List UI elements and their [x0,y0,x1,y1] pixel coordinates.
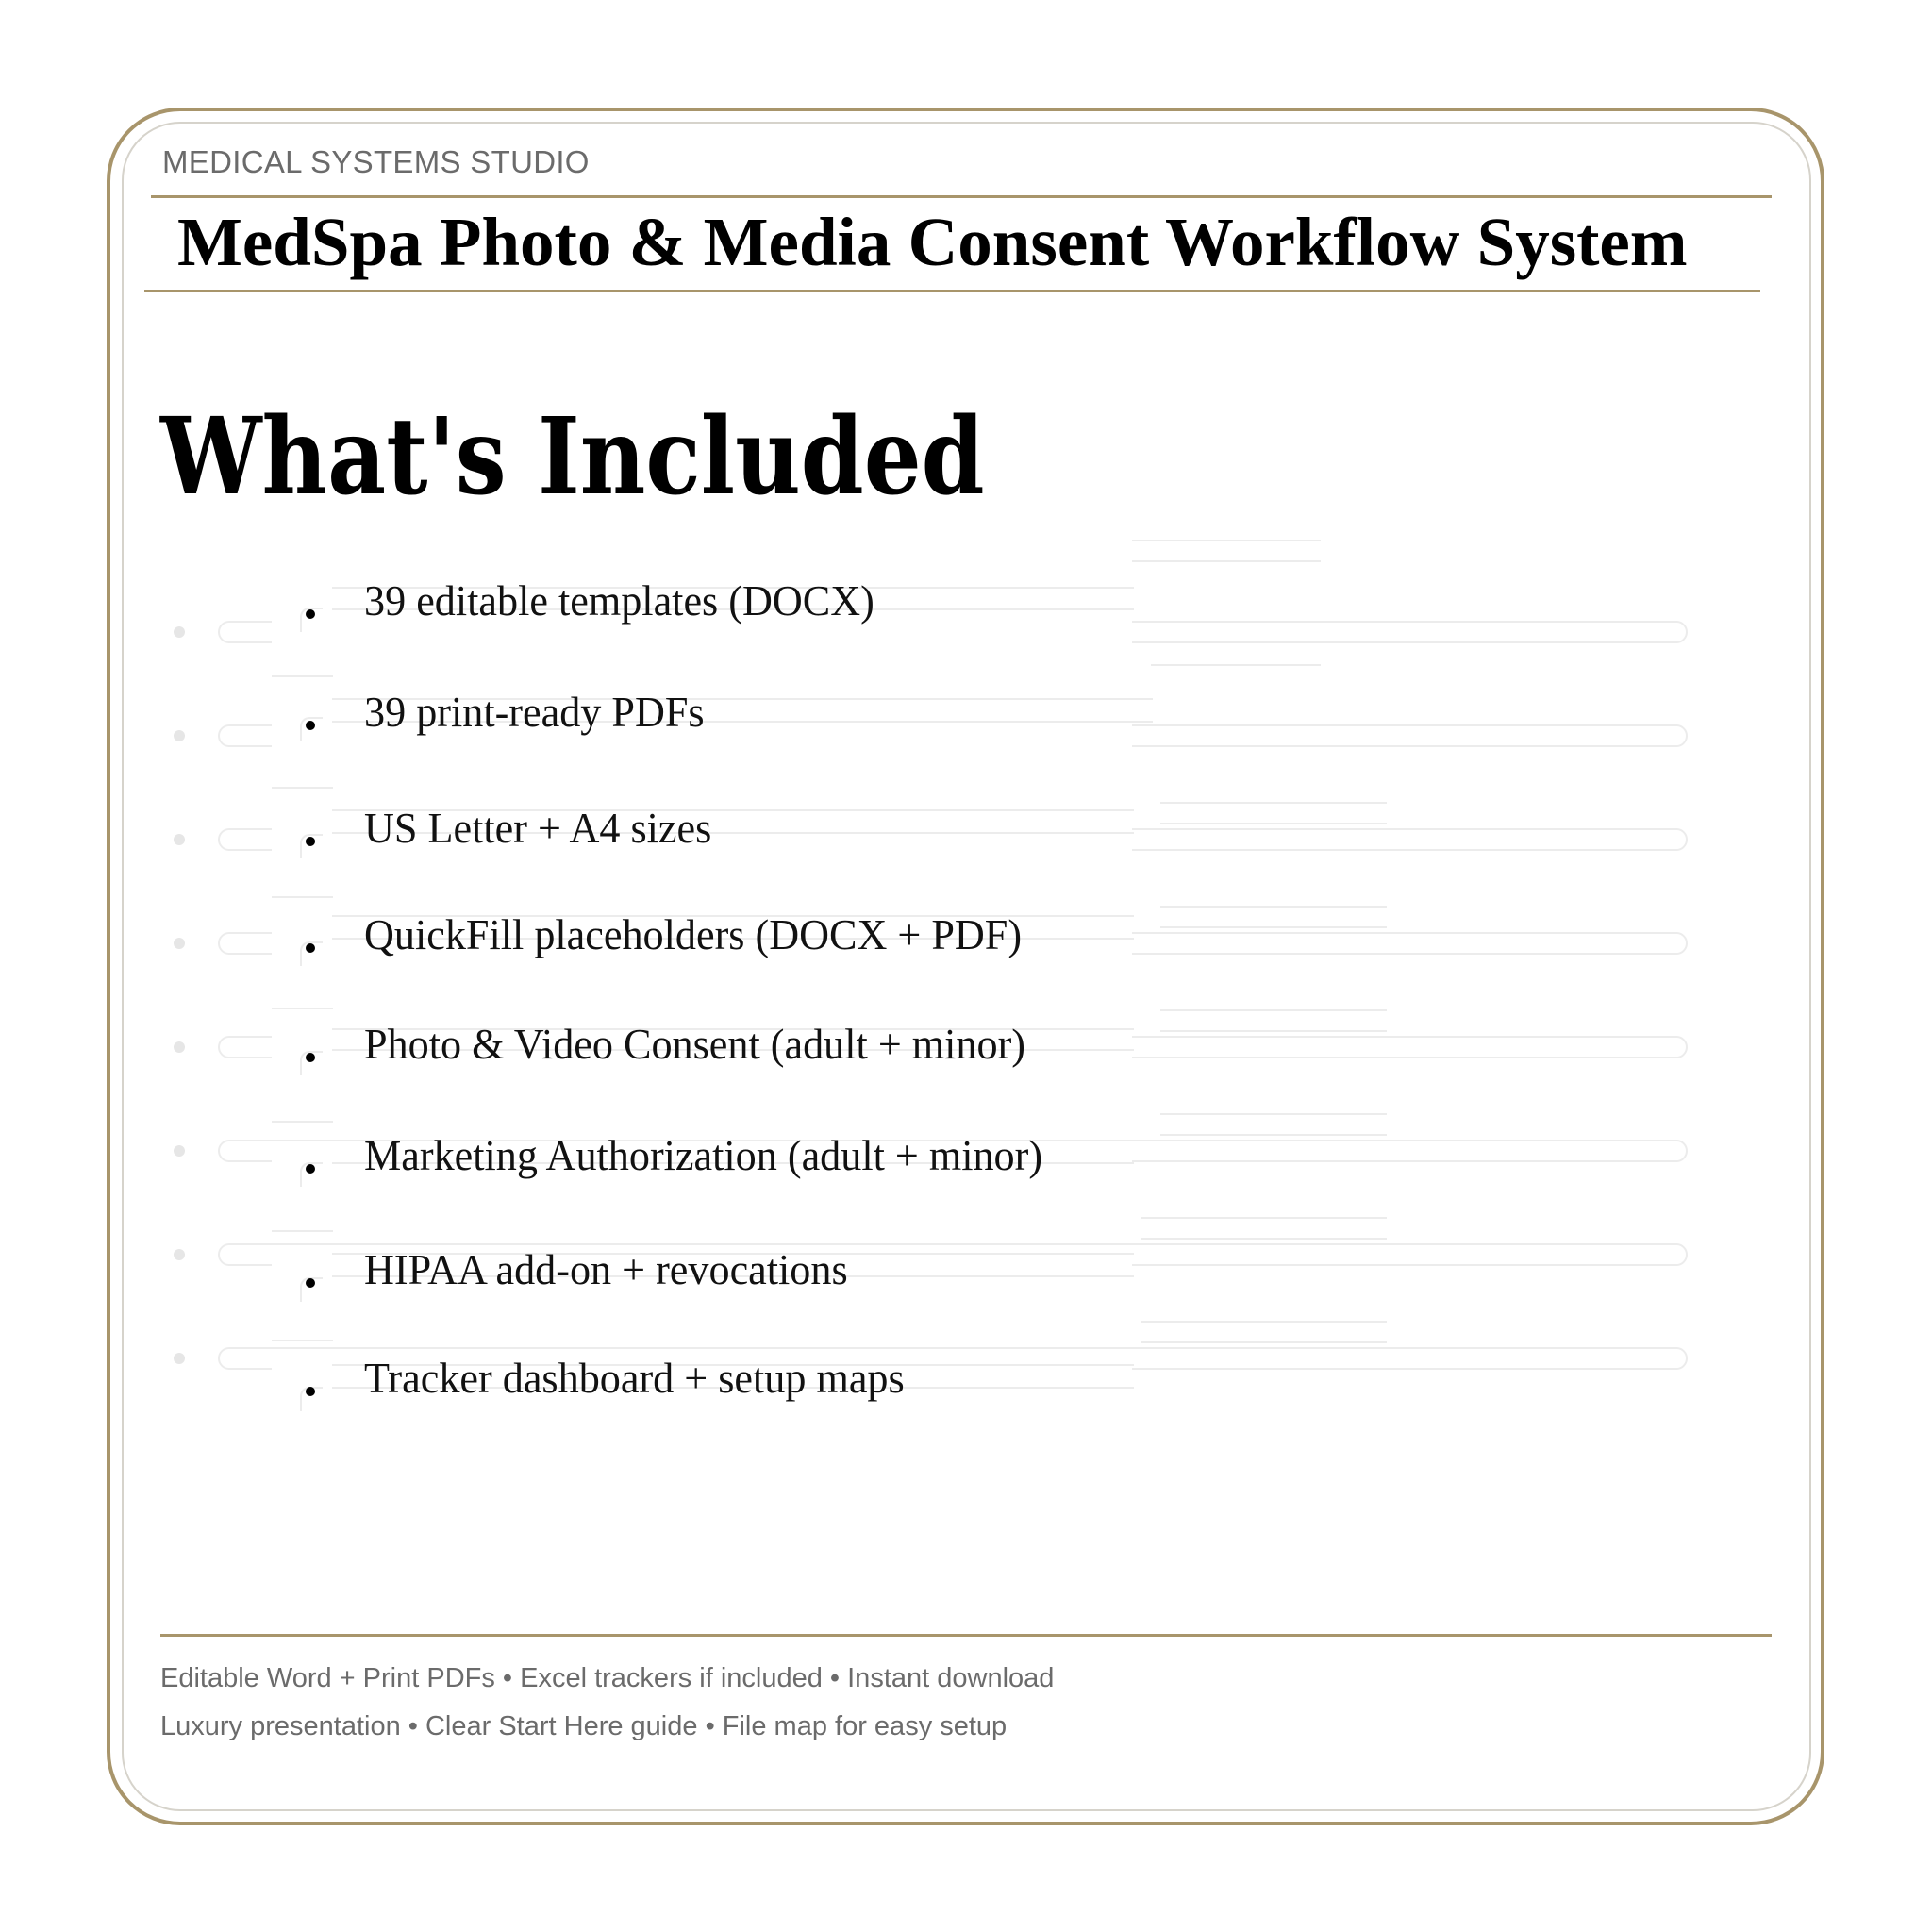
ghost-line [1151,664,1321,666]
ghost-line [272,896,333,898]
ghost-line [272,787,333,789]
list-item-label: 39 editable templates (DOCX) [364,576,874,625]
list-item-label: Tracker dashboard + setup maps [364,1354,905,1402]
title-bottom-divider [144,290,1760,292]
ghost-line [272,1340,333,1341]
list-item [306,909,1049,966]
list-item [306,803,726,859]
ghost-line [1141,1321,1387,1323]
footer-features-line-1: Editable Word + Print PDFs • Excel trackers if included • Instant download [160,1663,1055,1693]
list-item [306,1353,927,1409]
ghost-line [1132,560,1321,562]
bullet-icon [306,1053,315,1062]
bullet-icon [306,1387,315,1396]
ghost-line [1160,823,1387,824]
ghost-line [1160,802,1387,804]
ghost-line [1160,1009,1387,1011]
ghost-line [1151,641,1321,643]
list-item-label: 39 print-ready PDFs [364,688,705,736]
page-title: MedSpa Photo & Media Consent Workflow System [177,204,1688,280]
ghost-line [1160,1113,1387,1115]
title-top-divider [151,195,1772,198]
ghost-dot-icon [174,730,185,741]
ghost-dot-icon [174,1353,185,1364]
bullet-icon [306,837,315,846]
list-item-label: US Letter + A4 sizes [364,804,712,852]
ghost-dot-icon [174,1249,185,1260]
ghost-line [1160,1134,1387,1136]
list-item-label: QuickFill placeholders (DOCX + PDF) [364,910,1023,958]
ghost-line [1132,540,1321,541]
ghost-line [272,675,333,677]
bullet-icon [306,943,315,953]
ghost-dot-icon [174,626,185,638]
ghost-dot-icon [174,834,185,845]
list-item [306,575,895,632]
ghost-line [272,1230,333,1232]
ghost-line [1160,1030,1387,1032]
list-item [306,687,719,743]
bullet-icon [306,1164,315,1174]
ghost-line [272,1008,333,1009]
bullet-icon [306,721,315,730]
ghost-line [1141,1217,1387,1219]
ghost-line [1141,1341,1387,1343]
ghost-line [1160,926,1387,928]
list-item [306,1019,1053,1075]
ghost-dot-icon [174,1041,185,1053]
footer-divider [160,1634,1772,1637]
ghost-line [272,1121,333,1123]
list-item-label: HIPAA add-on + revocations [364,1245,848,1293]
section-heading: What's Included [160,395,985,519]
footer-features-line-2: Luxury presentation • Clear Start Here guide • File map for easy setup [160,1711,1008,1741]
bullet-icon [306,1278,315,1288]
ghost-dot-icon [174,1145,185,1157]
list-item [306,1244,868,1301]
ghost-dot-icon [174,938,185,949]
list-item-label: Photo & Video Consent (adult + minor) [364,1020,1025,1068]
bullet-icon [306,609,315,619]
ghost-line [1141,1238,1387,1240]
list-item-label: Marketing Authorization (adult + minor) [364,1131,1043,1179]
list-item [306,1130,1071,1187]
brand-label: MEDICAL SYSTEMS STUDIO [162,144,590,179]
ghost-line [1160,906,1387,908]
